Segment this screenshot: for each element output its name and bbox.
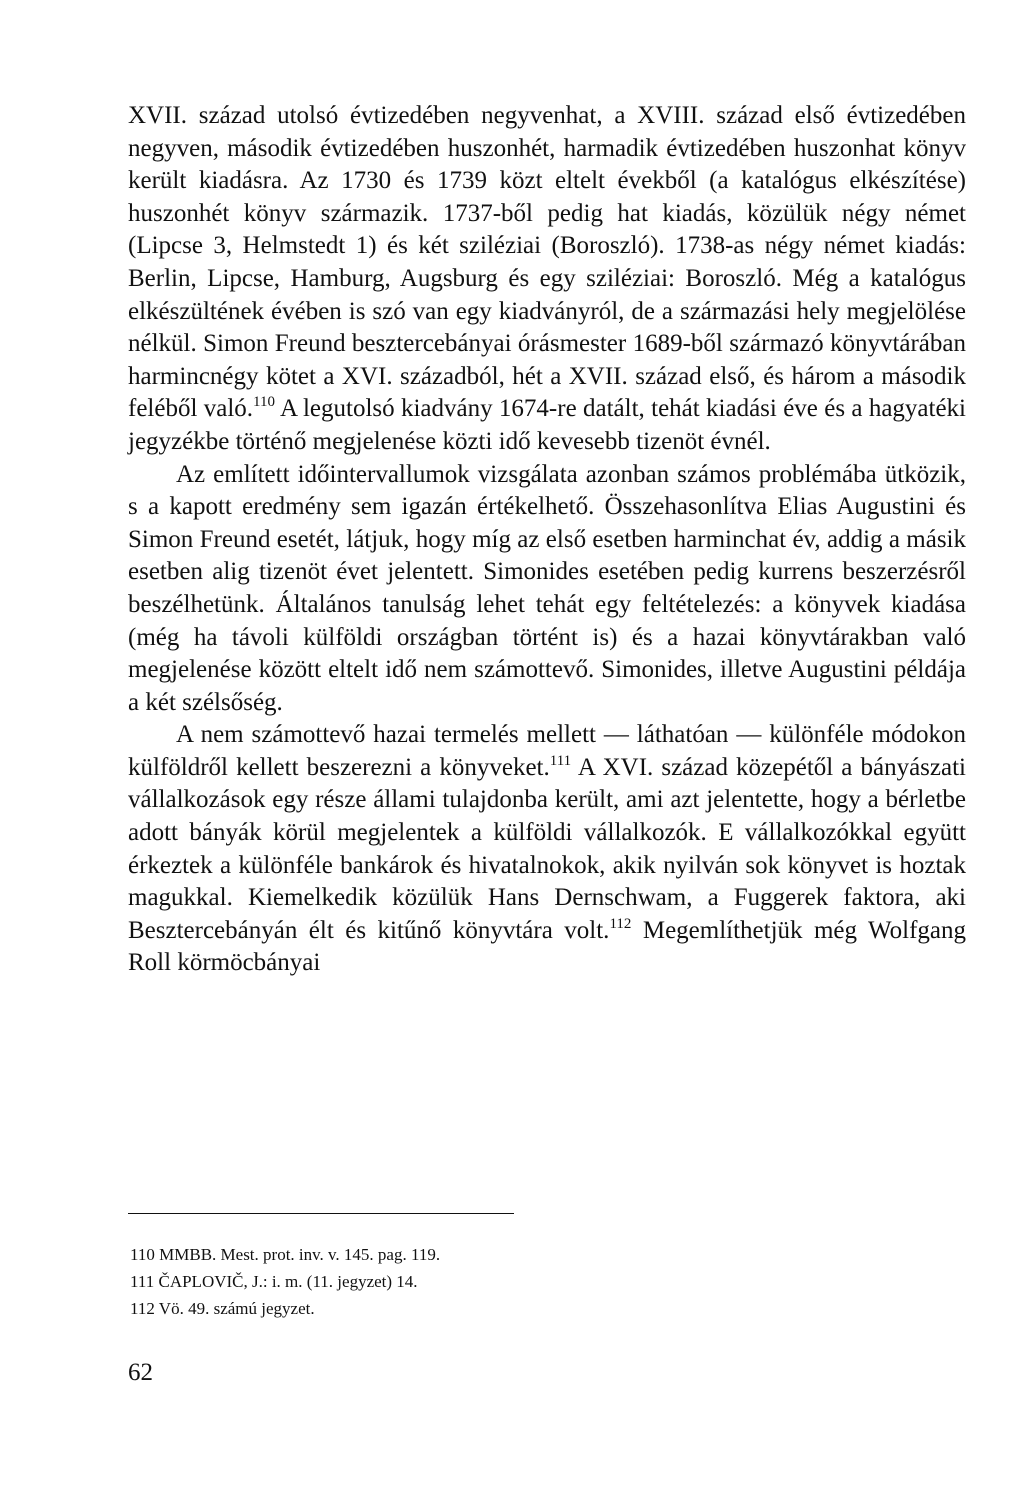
page-number: 62 — [128, 1359, 153, 1386]
paragraph-text: Az említett időintervallumok vizsgálata azonban számos problémába ütközik, s a kapott eredmény sem igazán értékelhető. Összehasonlítva Elias Augustini és Simon Freund esetét, látjuk, hogy míg az első esetben harminchat év, addig a másik esetben alig tizenöt évet jelentett. Simonides esetében pedig kurrens beszerzésről beszélhetünk. Általános tanulság lehet tehát egy feltételezés: a könyvek kiadása (még ha távoli külföldi országban történt is) és a hazai könyvtárakban való megjelenése között eltelt idő nem számottevő. Simonides, illetve Augustini példája a két szélsőség. — [128, 460, 966, 716]
footnote-reference-112[interactable]: 112 — [609, 915, 632, 932]
paragraph-text: A XVI. század közepétől a bányászati vállalkozások egy része állami tulajdonba került, ami azt jelentette, hogy a bérletbe adott bányák körül megjelentek a külföldi vállalkozók. E vállalkozókkal együtt érkeztek a különféle bankárok és hivatalnokok, akik nyilván sok könyvet is hoztak magukkal. Kiemelkedik közülük Hans Dernschwam, a Fuggerek faktora, aki Besztercebányán élt és kitűnő könyvtára volt. — [128, 753, 966, 944]
footnote-reference-110[interactable]: 110 — [253, 394, 275, 411]
page-body-text — [128, 100, 966, 980]
paragraph-text: A nem számottevő hazai termelés mellett — láthatóan — különféle módokon külföldről kellett beszerezni a könyveket. — [128, 721, 966, 781]
footnotes — [130, 1241, 830, 1322]
paragraph-3 — [128, 719, 966, 980]
paragraph-text: A legutolsó kiadvány 1674-re datált, tehát kiadási éve és a hagyatéki jegyzékbe történő megjelenése közti idő kevesebb tizenöt évnél. — [128, 395, 966, 455]
footnote-reference-111[interactable]: 111 — [549, 752, 572, 769]
paragraph-text: Megemlíthetjük még Wolfgang Roll körmöcbányai — [128, 916, 966, 977]
footnote-110: 110 MMBB. Mest. prot. inv. v. 145. pag. 119. — [130, 1245, 441, 1264]
footnote-111: 111 ČAPLOVIČ, J.: i. m. (11. jegyzet) 14. — [130, 1272, 418, 1291]
footnote-112: 112 Vö. 49. számú jegyzet. — [130, 1299, 315, 1318]
paragraph-text: XVII. század utolsó évtizedében negyvenhat, a XVIII. század első évtizedében negyven, második évtizedében huszonhét, harmadik évtizedében huszonhat könyv került kiadásra. Az 1730 és 1739 közt eltelt évekből (a katalógus elkészítése) huszonhét könyv származik. 1737-ből pedig hat kiadás, közülük négy német (Lipcse 3, Helmstedt 1) és két sziléziai (Boroszló). 1738-as négy német kiadás: Berlin, Lipcse, Hamburg, Augsburg és egy sziléziai: Boroszló. Még a katalógus elkészültének évében is szó van egy kiadványról, de a származási hely megjelölése nélkül. Simon Freund besztercebányai órásmester 1689-ből származó könyvtárában harmincnégy kötet a XVI. századból, hét a XVII. század első, és három a második feléből való. — [128, 102, 966, 423]
footnote-separator — [128, 1213, 514, 1214]
paragraph-1 — [128, 100, 966, 459]
paragraph-2 — [128, 459, 966, 720]
